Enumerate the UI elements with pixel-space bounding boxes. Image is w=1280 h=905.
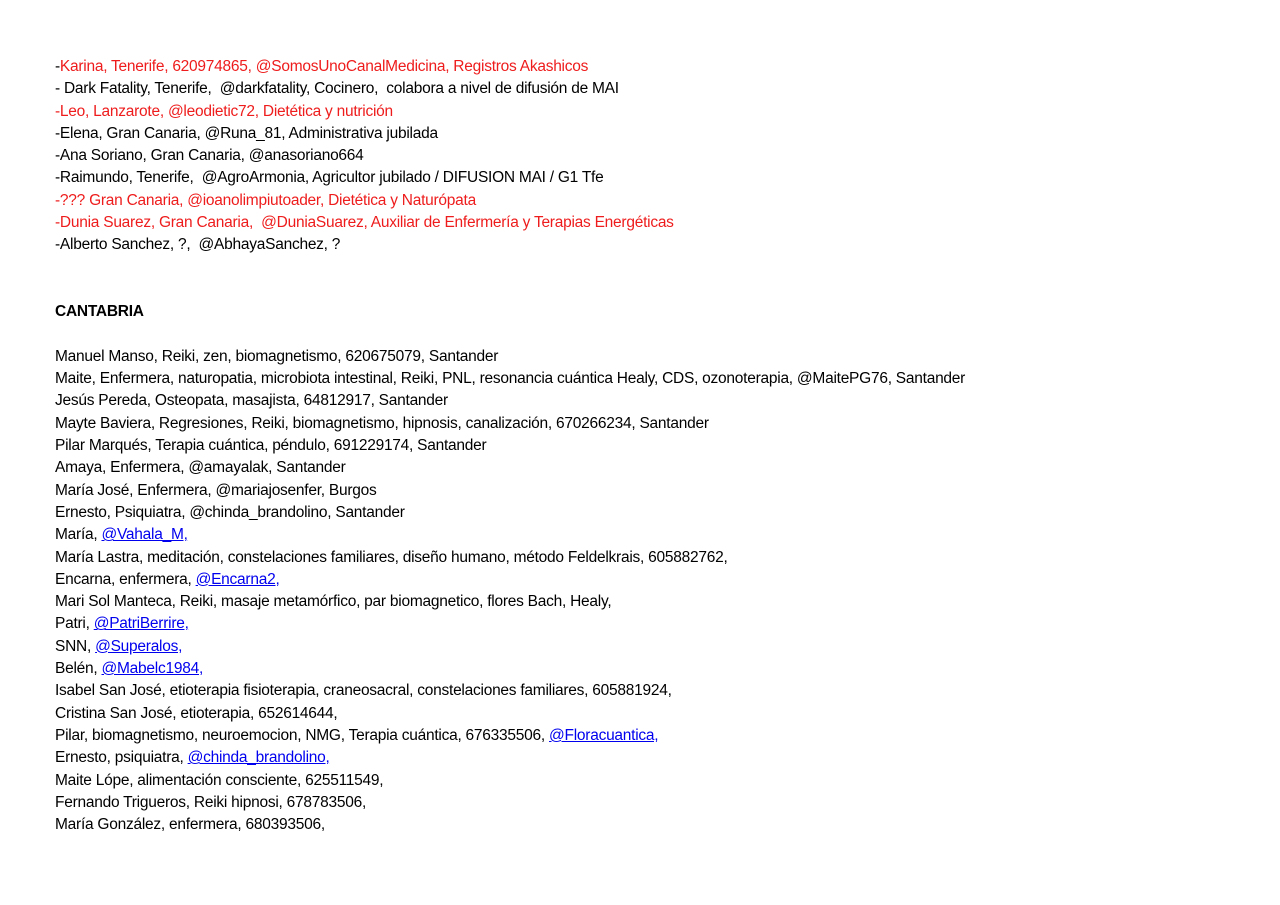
spacer (55, 257, 1280, 279)
contact-line (55, 814, 1280, 836)
contact-text: Cristina San José, etioterapia, 652614644, (55, 704, 338, 722)
handle-link[interactable]: @Floracuantica, (549, 726, 659, 744)
line-prefix: - (55, 124, 60, 142)
contact-line (55, 502, 1280, 524)
handle-link[interactable]: @Mabelc1984, (101, 660, 204, 678)
contact-line (55, 390, 1280, 412)
section-heading-cantabria: CANTABRIA (55, 303, 144, 321)
contact-text: Elena, Gran Canaria, @Runa_81, Administrativa jubilada (59, 124, 438, 142)
contact-line (55, 101, 1280, 123)
line-prefix: - (55, 147, 60, 165)
line-prefix: - (55, 102, 60, 120)
handle-link[interactable]: @Vahala_M, (101, 526, 188, 544)
contact-text: Jesús Pereda, Osteopata, masajista, 64812917, Santander (55, 392, 448, 410)
contact-text: Patri, (55, 615, 94, 633)
contact-line (55, 212, 1280, 234)
contact-text: María, (55, 526, 102, 544)
contact-line (55, 658, 1280, 680)
contact-text: Alberto Sanchez, ?, @AbhayaSanchez, ? (59, 236, 341, 254)
contact-text: Karina, Tenerife, 620974865, @SomosUnoCanalMedicina, Registros Akashicos (59, 58, 589, 75)
contact-line (55, 167, 1280, 189)
spacer (55, 324, 1280, 346)
contact-line (55, 725, 1280, 747)
contact-line (55, 435, 1280, 457)
contact-line (55, 747, 1280, 769)
contact-line (55, 234, 1280, 256)
contact-text: María González, enfermera, 680393506, (55, 816, 325, 834)
handle-link[interactable]: @PatriBerrire, (93, 615, 189, 633)
contact-line (55, 613, 1280, 635)
contact-text: María Lastra, meditación, constelaciones familiares, diseño humano, método Feldelkrais, 605882762, (55, 548, 728, 566)
line-prefix: - (55, 191, 60, 209)
contact-text: Leo, Lanzarote, @leodietic72, Dietética y nutrición (59, 102, 393, 120)
contact-line (55, 792, 1280, 814)
contact-line (55, 78, 1280, 100)
contact-line (55, 145, 1280, 167)
contact-line (55, 770, 1280, 792)
contact-text: Maite Lópe, alimentación consciente, 625511549, (55, 771, 384, 789)
contact-line (55, 190, 1280, 212)
contact-text: Amaya, Enfermera, @amayalak, Santander (55, 459, 346, 477)
contact-line (55, 680, 1280, 702)
contact-list-cantabria (55, 346, 1280, 837)
contact-text: María José, Enfermera, @mariajosenfer, Burgos (55, 481, 377, 499)
contact-line (55, 457, 1280, 479)
contact-text: Dark Fatality, Tenerife, @darkfatality, Cocinero, colabora a nivel de difusión de MAI (59, 80, 619, 98)
contact-text: Manuel Manso, Reiki, zen, biomagnetismo, 620675079, Santander (55, 347, 499, 365)
document-page (55, 56, 1280, 836)
contact-line (55, 524, 1280, 546)
contact-text: Belén, (55, 660, 102, 678)
contact-line (55, 703, 1280, 725)
contact-text: Encarna, enfermera, (55, 570, 196, 588)
contact-line (55, 56, 1280, 78)
handle-link[interactable]: @chinda_brandolino, (187, 749, 330, 767)
contact-text: ??? Gran Canaria, @ioanolimpiutoader, Dietética y Naturópata (59, 191, 476, 209)
contact-list-canarias (55, 56, 1280, 257)
line-prefix: - (55, 169, 60, 187)
contact-text: Ernesto, Psiquiatra, @chinda_brandolino, Santander (55, 503, 405, 521)
contact-line (55, 413, 1280, 435)
contact-line (55, 547, 1280, 569)
contact-text: Pilar Marqués, Terapia cuántica, péndulo, 691229174, Santander (55, 437, 487, 455)
line-prefix: - (55, 214, 60, 232)
contact-text: Raimundo, Tenerife, @AgroArmonia, Agricultor jubilado / DIFUSION MAI / G1 Tfe (59, 169, 604, 187)
contact-text: Mayte Baviera, Regresiones, Reiki, biomagnetismo, hipnosis, canalización, 670266234, Santander (55, 414, 709, 432)
handle-link[interactable]: @Encarna2, (195, 570, 280, 588)
contact-line (55, 569, 1280, 591)
line-prefix: - (55, 58, 60, 75)
contact-text: Ana Soriano, Gran Canaria, @anasoriano664 (59, 147, 364, 165)
contact-text: Ernesto, psiquiatra, (55, 749, 188, 767)
line-prefix: - (55, 236, 60, 254)
contact-text: Mari Sol Manteca, Reiki, masaje metamórfico, par biomagnetico, flores Bach, Healy, (55, 593, 612, 611)
spacer (55, 279, 1280, 301)
line-prefix: - (55, 80, 60, 98)
contact-text: SNN, (55, 637, 96, 655)
handle-link[interactable]: @Superalos, (95, 637, 183, 655)
contact-text: Pilar, biomagnetismo, neuroemocion, NMG, Terapia cuántica, 676335506, (55, 726, 550, 744)
contact-text: Dunia Suarez, Gran Canaria, @DuniaSuarez, Auxiliar de Enfermería y Terapias Energéticas (59, 214, 674, 232)
contact-text: Fernando Trigueros, Reiki hipnosi, 678783506, (55, 793, 367, 811)
contact-line (55, 368, 1280, 390)
contact-line (55, 480, 1280, 502)
contact-text: Isabel San José, etioterapia fisioterapia, craneosacral, constelaciones familiares, 605881924, (55, 682, 672, 700)
contact-line (55, 591, 1280, 613)
contact-line (55, 636, 1280, 658)
contact-line (55, 123, 1280, 145)
contact-text: Maite, Enfermera, naturopatia, microbiota intestinal, Reiki, PNL, resonancia cuántica Healy, CDS, ozonoterapia, @MaitePG76, Santander (55, 370, 966, 388)
contact-line (55, 346, 1280, 368)
